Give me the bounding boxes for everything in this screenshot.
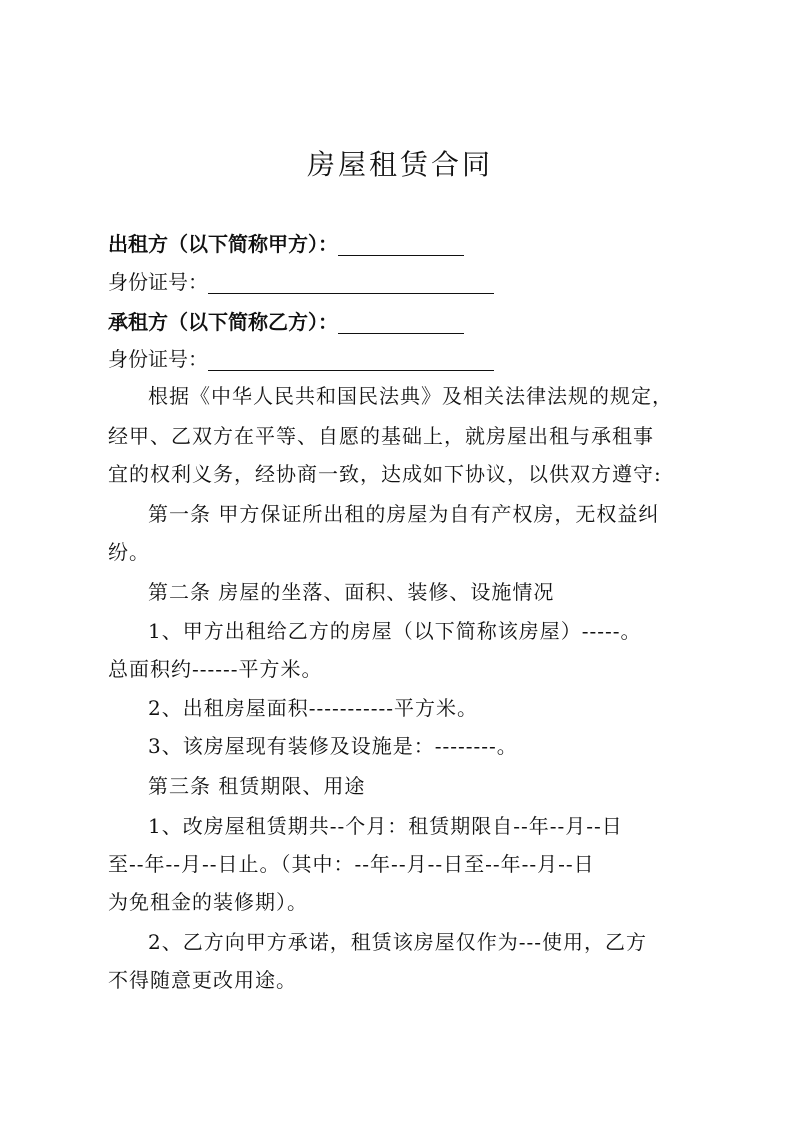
body-line: 1、甲方出租给乙方的房屋（以下简称该房屋）-----。	[148, 619, 642, 643]
lessor-id-line	[108, 270, 494, 294]
body-line: 纷。	[108, 540, 150, 564]
lessor-blank[interactable]	[338, 235, 464, 256]
lessee-blank[interactable]	[338, 313, 464, 334]
lessor-id-blank[interactable]	[208, 273, 494, 294]
body-line: 总面积约------平方米。	[108, 657, 323, 681]
body-line: 1、改房屋租赁期共--个月：租赁期限自--年--月--日	[148, 814, 623, 838]
body-line: 3、该房屋现有装修及设施是：--------。	[148, 734, 518, 758]
lessor-id-label: 身份证号：	[108, 270, 208, 294]
body-line: 为免租金的装修期）。	[108, 890, 308, 914]
body-line: 不得随意更改用途。	[108, 968, 297, 992]
lessee-id-label: 身份证号：	[108, 347, 208, 371]
body-line: 2、乙方向甲方承诺，租赁该房屋仅作为---使用，乙方	[148, 930, 647, 954]
body-line: 宜的权利义务，经协商一致，达成如下协议，以供双方遵守:	[108, 462, 662, 486]
body-line: 根据《中华人民共和国民法典》及相关法律法规的规定，	[148, 384, 673, 408]
body-line: 至--年--月--日止。（其中：--年--月--日至--年--月--日	[108, 852, 595, 876]
lessee-line	[108, 310, 464, 334]
document-title: 房屋租赁合同	[306, 148, 493, 181]
lessee-label: 承租方（以下简称乙方）：	[108, 310, 338, 334]
lessor-line	[108, 232, 464, 256]
lessor-label: 出租方（以下简称甲方）：	[108, 232, 338, 256]
lessee-id-line	[108, 347, 494, 371]
article-3-heading: 第三条 租赁期限、用途	[148, 774, 366, 798]
body-line: 2、出租房屋面积-----------平方米。	[148, 696, 479, 720]
article-2-heading: 第二条 房屋的坐落、面积、装修、设施情况	[148, 580, 555, 604]
body-line: 经甲、乙双方在平等、自愿的基础上，就房屋出租与承租事	[108, 424, 654, 448]
lessee-id-blank[interactable]	[208, 350, 494, 371]
article-1-heading: 第一条 甲方保证所出租的房屋为自有产权房，无权益纠	[148, 502, 660, 526]
